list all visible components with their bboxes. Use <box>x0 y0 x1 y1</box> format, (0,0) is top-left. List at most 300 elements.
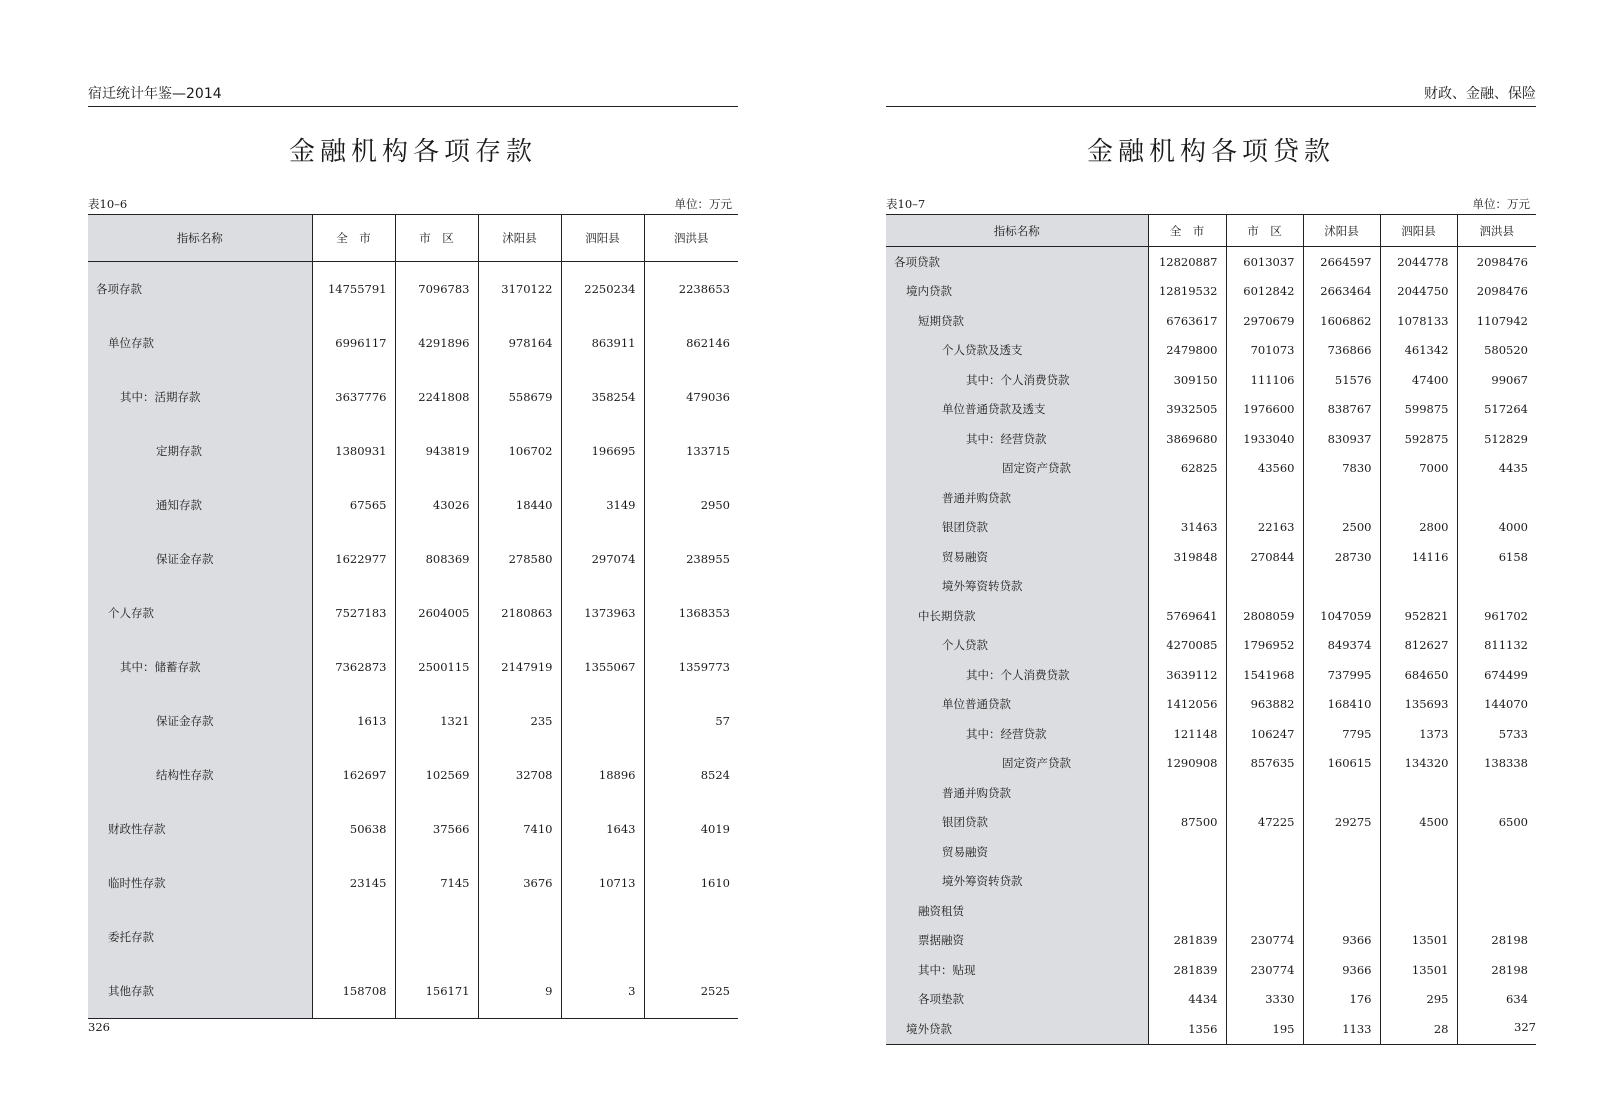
table-unit: 单位：万元 <box>1472 197 1530 211</box>
table-cell: 3149 <box>561 478 644 532</box>
row-label: 境外筹资转贷款 <box>886 572 1148 602</box>
table-cell: 6500 <box>1457 808 1536 838</box>
table-cell <box>1148 837 1226 867</box>
table-cell: 943819 <box>395 424 478 478</box>
table-cell: 5733 <box>1457 719 1536 749</box>
table-cell: 1796952 <box>1226 631 1303 661</box>
row-label: 保证金存款 <box>88 532 312 586</box>
table-cell <box>1380 867 1457 897</box>
table-cell: 1613 <box>312 694 395 748</box>
table-cell: 135693 <box>1380 690 1457 720</box>
table-cell: 1541968 <box>1226 660 1303 690</box>
page-title: 金融机构各项贷款 <box>1086 137 1335 167</box>
table-row <box>886 867 1536 897</box>
table-cell: 319848 <box>1148 542 1226 572</box>
table-cell <box>561 694 644 748</box>
table-row <box>886 306 1536 336</box>
table-cell: 57 <box>644 694 738 748</box>
table-cell: 7000 <box>1380 454 1457 484</box>
table-cell <box>312 910 395 964</box>
row-label: 境内贷款 <box>886 277 1148 307</box>
table-unit: 单位：万元 <box>674 197 732 211</box>
row-label: 单位普通贷款及透支 <box>886 395 1148 425</box>
column-header: 泗阳县 <box>561 215 644 262</box>
table-cell: 2663464 <box>1303 277 1380 307</box>
table-cell: 1133 <box>1303 1014 1380 1044</box>
table-cell: 22163 <box>1226 513 1303 543</box>
table-cell <box>1148 778 1226 808</box>
row-label: 单位存款 <box>88 316 312 370</box>
table-cell: 2098476 <box>1457 277 1536 307</box>
left-page <box>88 0 738 1099</box>
table-cell: 2525 <box>644 964 738 1019</box>
table-cell: 196695 <box>561 424 644 478</box>
table-cell: 863911 <box>561 316 644 370</box>
row-label: 银团贷款 <box>886 513 1148 543</box>
table-cell: 7830 <box>1303 454 1380 484</box>
column-header: 市 区 <box>1226 215 1303 247</box>
table-cell: 1976600 <box>1226 395 1303 425</box>
table-row <box>886 513 1536 543</box>
table-cell: 168410 <box>1303 690 1380 720</box>
table-cell: 2250234 <box>561 262 644 317</box>
table-cell: 830937 <box>1303 424 1380 454</box>
table-row <box>886 837 1536 867</box>
table-cell: 2238653 <box>644 262 738 317</box>
table-cell: 6013037 <box>1226 247 1303 277</box>
table-cell <box>1457 896 1536 926</box>
table-cell: 162697 <box>312 748 395 802</box>
table-cell: 18440 <box>478 478 561 532</box>
table-cell: 961702 <box>1457 601 1536 631</box>
table-cell: 281839 <box>1148 926 1226 956</box>
table-cell: 7362873 <box>312 640 395 694</box>
table-cell <box>1380 778 1457 808</box>
table-cell: 281839 <box>1148 955 1226 985</box>
column-header: 全 市 <box>312 215 395 262</box>
table-cell: 8524 <box>644 748 738 802</box>
table-cell: 278580 <box>478 532 561 586</box>
table-cell: 158708 <box>312 964 395 1019</box>
table-cell: 23145 <box>312 856 395 910</box>
table-cell: 67565 <box>312 478 395 532</box>
table-cell: 160615 <box>1303 749 1380 779</box>
table-cell <box>1303 483 1380 513</box>
table-cell: 2098476 <box>1457 247 1536 277</box>
table-cell: 297074 <box>561 532 644 586</box>
table-row <box>88 532 738 586</box>
row-label: 普通并购贷款 <box>886 483 1148 513</box>
table-cell: 2479800 <box>1148 336 1226 366</box>
table-cell: 5769641 <box>1148 601 1226 631</box>
table-cell: 512829 <box>1457 424 1536 454</box>
table-cell <box>1226 572 1303 602</box>
table-cell: 2147919 <box>478 640 561 694</box>
table-cell: 47225 <box>1226 808 1303 838</box>
row-label: 各项存款 <box>88 262 312 317</box>
table-cell: 862146 <box>644 316 738 370</box>
table-cell: 62825 <box>1148 454 1226 484</box>
table-cell: 2044750 <box>1380 277 1457 307</box>
table-row <box>88 802 738 856</box>
table-row <box>88 748 738 802</box>
table-cell: 138338 <box>1457 749 1536 779</box>
table-row <box>886 985 1536 1015</box>
row-label: 境外筹资转贷款 <box>886 867 1148 897</box>
row-label: 个人存款 <box>88 586 312 640</box>
table-cell: 737995 <box>1303 660 1380 690</box>
row-label: 其中：经营贷款 <box>886 424 1148 454</box>
table-cell: 7795 <box>1303 719 1380 749</box>
table-cell <box>644 910 738 964</box>
table-cell <box>1226 867 1303 897</box>
table-cell: 811132 <box>1457 631 1536 661</box>
table-cell: 479036 <box>644 370 738 424</box>
row-label: 通知存款 <box>88 478 312 532</box>
table-row <box>886 1014 1536 1044</box>
table-row <box>886 896 1536 926</box>
table-cell: 1368353 <box>644 586 738 640</box>
table-cell: 111106 <box>1226 365 1303 395</box>
table-cell <box>1457 867 1536 897</box>
row-label: 其中：经营贷款 <box>886 719 1148 749</box>
table-cell <box>1303 867 1380 897</box>
table-row <box>886 926 1536 956</box>
table-cell: 3932505 <box>1148 395 1226 425</box>
table-row <box>886 336 1536 366</box>
table-cell: 517264 <box>1457 395 1536 425</box>
table-cell: 1643 <box>561 802 644 856</box>
table-cell <box>1380 572 1457 602</box>
table-cell: 270844 <box>1226 542 1303 572</box>
table-row <box>88 316 738 370</box>
table-cell: 230774 <box>1226 955 1303 985</box>
table-cell: 6012842 <box>1226 277 1303 307</box>
table-row <box>88 478 738 532</box>
table-cell: 849374 <box>1303 631 1380 661</box>
table-cell: 634 <box>1457 985 1536 1015</box>
row-label: 固定资产贷款 <box>886 749 1148 779</box>
running-header-text: 宿迁统计年鉴—2014 <box>88 86 222 102</box>
table-cell: 195 <box>1226 1014 1303 1044</box>
table-cell: 736866 <box>1303 336 1380 366</box>
table-cell: 1373963 <box>561 586 644 640</box>
table-cell: 156171 <box>395 964 478 1019</box>
table-cell: 1321 <box>395 694 478 748</box>
loans-table <box>886 214 1536 1045</box>
table-cell: 358254 <box>561 370 644 424</box>
table-cell: 2500 <box>1303 513 1380 543</box>
table-cell <box>1457 837 1536 867</box>
table-cell: 2970679 <box>1226 306 1303 336</box>
table-cell: 12820887 <box>1148 247 1226 277</box>
table-cell: 176 <box>1303 985 1380 1015</box>
table-cell <box>1226 483 1303 513</box>
table-cell <box>561 910 644 964</box>
table-row <box>886 365 1536 395</box>
table-row <box>886 660 1536 690</box>
table-cell: 857635 <box>1226 749 1303 779</box>
table-cell: 295 <box>1380 985 1457 1015</box>
table-cell: 134320 <box>1380 749 1457 779</box>
running-header-text: 财政、金融、保险 <box>1424 86 1536 102</box>
table-row <box>886 778 1536 808</box>
table-row <box>886 572 1536 602</box>
table-cell <box>1380 837 1457 867</box>
table-cell: 13501 <box>1380 955 1457 985</box>
column-header: 指标名称 <box>88 215 312 262</box>
table-meta <box>88 196 738 212</box>
table-cell: 4434 <box>1148 985 1226 1015</box>
table-cell: 2604005 <box>395 586 478 640</box>
table-cell: 4435 <box>1457 454 1536 484</box>
table-header-row <box>88 215 738 262</box>
row-label: 其中：个人消费贷款 <box>886 365 1148 395</box>
table-cell: 2950 <box>644 478 738 532</box>
row-label: 其中：贴现 <box>886 955 1148 985</box>
table-meta <box>886 196 1536 212</box>
row-label: 中长期贷款 <box>886 601 1148 631</box>
table-row <box>886 277 1536 307</box>
table-cell <box>1226 896 1303 926</box>
table-cell: 3170122 <box>478 262 561 317</box>
table-row <box>88 910 738 964</box>
table-cell: 7410 <box>478 802 561 856</box>
table-row <box>886 424 1536 454</box>
table-cell: 674499 <box>1457 660 1536 690</box>
table-cell: 1359773 <box>644 640 738 694</box>
row-label: 其中：个人消费贷款 <box>886 660 1148 690</box>
table-row <box>886 395 1536 425</box>
table-cell: 47400 <box>1380 365 1457 395</box>
table-row <box>88 262 738 317</box>
table-cell: 1373 <box>1380 719 1457 749</box>
row-label: 财政性存款 <box>88 802 312 856</box>
table-row <box>886 542 1536 572</box>
running-header <box>886 84 1536 107</box>
row-label: 融资租赁 <box>886 896 1148 926</box>
table-cell <box>395 910 478 964</box>
row-label: 其他存款 <box>88 964 312 1019</box>
table-cell: 1047059 <box>1303 601 1380 631</box>
table-row <box>886 749 1536 779</box>
row-label: 个人贷款 <box>886 631 1148 661</box>
table-cell: 50638 <box>312 802 395 856</box>
table-cell: 4291896 <box>395 316 478 370</box>
table-cell: 1355067 <box>561 640 644 694</box>
table-cell: 6763617 <box>1148 306 1226 336</box>
row-label: 短期贷款 <box>886 306 1148 336</box>
table-row <box>88 586 738 640</box>
table-cell: 4270085 <box>1148 631 1226 661</box>
table-cell: 144070 <box>1457 690 1536 720</box>
row-label: 各项贷款 <box>886 247 1148 277</box>
table-cell: 2044778 <box>1380 247 1457 277</box>
table-number: 表10–7 <box>886 197 926 211</box>
table-cell: 6158 <box>1457 542 1536 572</box>
column-header: 沭阳县 <box>478 215 561 262</box>
table-row <box>88 964 738 1019</box>
table-number: 表10–6 <box>88 197 128 211</box>
table-cell: 808369 <box>395 532 478 586</box>
row-label: 固定资产贷款 <box>886 454 1148 484</box>
table-cell: 3330 <box>1226 985 1303 1015</box>
table-cell: 2800 <box>1380 513 1457 543</box>
table-cell <box>1148 867 1226 897</box>
row-label: 定期存款 <box>88 424 312 478</box>
table-cell <box>1303 837 1380 867</box>
table-cell: 309150 <box>1148 365 1226 395</box>
table-cell: 14116 <box>1380 542 1457 572</box>
row-label: 贸易融资 <box>886 837 1148 867</box>
table-cell <box>1226 778 1303 808</box>
table-cell: 106702 <box>478 424 561 478</box>
table-cell: 28198 <box>1457 955 1536 985</box>
right-page <box>886 0 1536 1099</box>
table-cell: 14755791 <box>312 262 395 317</box>
running-header <box>88 84 738 107</box>
table-row <box>88 424 738 478</box>
table-cell: 812627 <box>1380 631 1457 661</box>
column-header: 市 区 <box>395 215 478 262</box>
row-label: 各项垫款 <box>886 985 1148 1015</box>
table-cell: 18896 <box>561 748 644 802</box>
row-label: 单位普通贷款 <box>886 690 1148 720</box>
table-cell: 37566 <box>395 802 478 856</box>
row-label: 临时性存款 <box>88 856 312 910</box>
deposits-table <box>88 214 738 1019</box>
table-cell <box>1148 896 1226 926</box>
table-row <box>88 640 738 694</box>
table-cell: 51576 <box>1303 365 1380 395</box>
table-cell: 1356 <box>1148 1014 1226 1044</box>
row-label: 其中：活期存款 <box>88 370 312 424</box>
row-label: 票据融资 <box>886 926 1148 956</box>
table-cell: 133715 <box>644 424 738 478</box>
table-cell <box>1457 572 1536 602</box>
column-header: 泗洪县 <box>1457 215 1536 247</box>
table-cell <box>1303 896 1380 926</box>
table-cell: 580520 <box>1457 336 1536 366</box>
table-cell: 230774 <box>1226 926 1303 956</box>
column-header: 沭阳县 <box>1303 215 1380 247</box>
table-cell: 235 <box>478 694 561 748</box>
table-cell: 4019 <box>644 802 738 856</box>
row-label: 结构性存款 <box>88 748 312 802</box>
table-row <box>886 955 1536 985</box>
table-cell: 29275 <box>1303 808 1380 838</box>
table-cell <box>1380 896 1457 926</box>
column-header: 泗洪县 <box>644 215 738 262</box>
table-cell: 4500 <box>1380 808 1457 838</box>
table-cell: 3637776 <box>312 370 395 424</box>
table-cell: 7096783 <box>395 262 478 317</box>
table-cell <box>1457 778 1536 808</box>
table-cell: 2180863 <box>478 586 561 640</box>
table-cell <box>1303 572 1380 602</box>
table-cell: 838767 <box>1303 395 1380 425</box>
table-cell: 28 <box>1380 1014 1457 1044</box>
table-row <box>88 370 738 424</box>
table-cell <box>1148 483 1226 513</box>
table-cell: 3869680 <box>1148 424 1226 454</box>
page-number: 326 <box>88 1020 110 1034</box>
table-row <box>886 483 1536 513</box>
table-cell: 599875 <box>1380 395 1457 425</box>
table-cell: 9366 <box>1303 926 1380 956</box>
table-cell: 963882 <box>1226 690 1303 720</box>
table-cell: 28198 <box>1457 926 1536 956</box>
column-header: 指标名称 <box>886 215 1148 247</box>
table-cell: 461342 <box>1380 336 1457 366</box>
table-cell: 1107942 <box>1457 306 1536 336</box>
table-cell: 3676 <box>478 856 561 910</box>
table-row <box>88 856 738 910</box>
table-cell: 12819532 <box>1148 277 1226 307</box>
table-cell <box>478 910 561 964</box>
table-cell: 9366 <box>1303 955 1380 985</box>
page-number: 327 <box>1514 1020 1536 1034</box>
table-cell: 32708 <box>478 748 561 802</box>
table-cell: 1290908 <box>1148 749 1226 779</box>
table-row <box>88 694 738 748</box>
table-cell: 121148 <box>1148 719 1226 749</box>
table-cell: 102569 <box>395 748 478 802</box>
table-cell: 7145 <box>395 856 478 910</box>
row-label: 银团贷款 <box>886 808 1148 838</box>
column-header: 泗阳县 <box>1380 215 1457 247</box>
table-cell: 2808059 <box>1226 601 1303 631</box>
table-cell: 558679 <box>478 370 561 424</box>
table-cell: 4000 <box>1457 513 1536 543</box>
table-cell: 6996117 <box>312 316 395 370</box>
table-cell: 3 <box>561 964 644 1019</box>
table-cell <box>1226 837 1303 867</box>
table-cell: 13501 <box>1380 926 1457 956</box>
table-cell: 1622977 <box>312 532 395 586</box>
table-cell: 1933040 <box>1226 424 1303 454</box>
table-cell: 87500 <box>1148 808 1226 838</box>
table-cell: 2500115 <box>395 640 478 694</box>
table-cell: 1380931 <box>312 424 395 478</box>
table-cell <box>1148 572 1226 602</box>
table-row <box>886 719 1536 749</box>
row-label: 贸易融资 <box>886 542 1148 572</box>
table-header-row <box>886 215 1536 247</box>
table-cell: 28730 <box>1303 542 1380 572</box>
row-label: 普通并购贷款 <box>886 778 1148 808</box>
table-row <box>886 631 1536 661</box>
table-cell: 592875 <box>1380 424 1457 454</box>
table-cell <box>1303 778 1380 808</box>
table-cell: 952821 <box>1380 601 1457 631</box>
table-cell: 10713 <box>561 856 644 910</box>
table-cell: 2241808 <box>395 370 478 424</box>
table-cell: 1606862 <box>1303 306 1380 336</box>
row-label: 个人贷款及透支 <box>886 336 1148 366</box>
table-cell: 99067 <box>1457 365 1536 395</box>
table-row <box>886 247 1536 277</box>
table-cell: 31463 <box>1148 513 1226 543</box>
row-label: 委托存款 <box>88 910 312 964</box>
table-cell: 43560 <box>1226 454 1303 484</box>
table-cell: 1078133 <box>1380 306 1457 336</box>
table-row <box>886 808 1536 838</box>
table-cell: 684650 <box>1380 660 1457 690</box>
table-row <box>886 690 1536 720</box>
row-label: 境外贷款 <box>886 1014 1148 1044</box>
table-cell: 701073 <box>1226 336 1303 366</box>
